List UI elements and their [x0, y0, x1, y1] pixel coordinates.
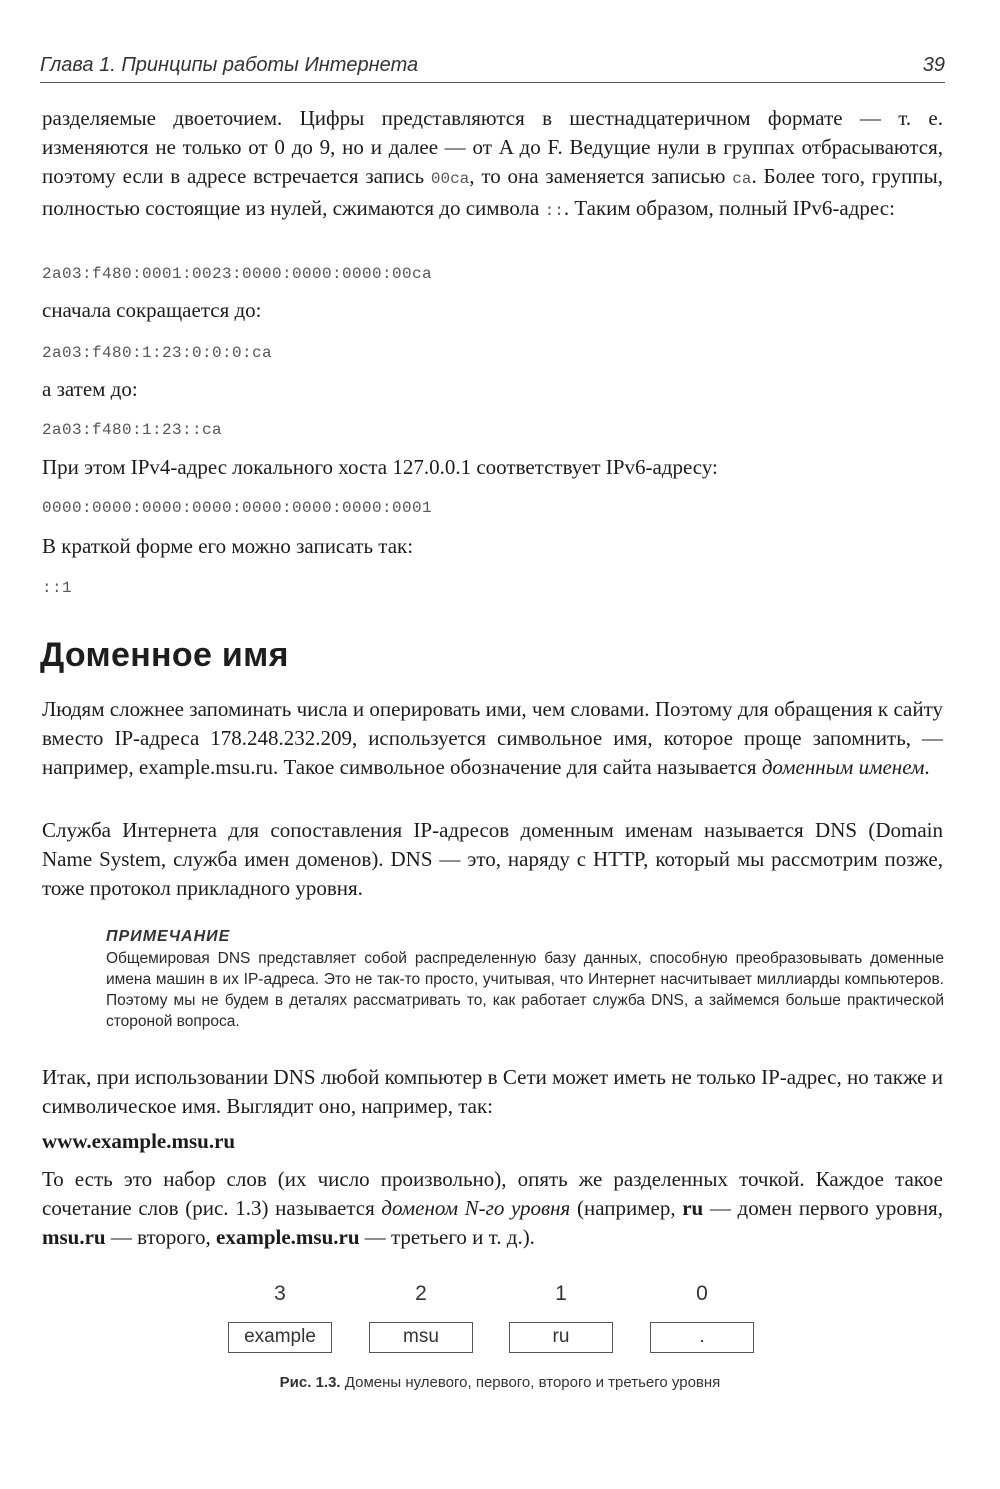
intro-paragraph: разделяемые двоеточием. Цифры представляются в шестнадцатеричном формате — т. е. изменяются не только от 0 до 9, но и далее — от A до F. Ведущие нули в группах отбрасываются, поэтому если в адресе встречается запись 00ca, то она заменяется записью ca. Более того, группы, полностью состоящие из нулей, сжимаются до символа ::. Таким образом, полный IPv6-адрес:: [42, 106, 943, 220]
paragraph-localhost: При этом IPv4-адрес локального хоста 127.0.0.1 соответствует IPv6-адресу:: [42, 455, 718, 479]
domain-box: .: [650, 1322, 754, 1353]
code-localhost-short: ::1: [42, 579, 73, 597]
domain-box: msu: [369, 1322, 473, 1353]
inline-code: ca: [732, 170, 752, 188]
term-domain-name: доменным именем: [761, 755, 925, 779]
note-box: [106, 928, 944, 1032]
chapter-title: Глава 1. Принципы работы Интернета: [40, 54, 419, 76]
paragraph-shortened: сначала сокращается до:: [42, 298, 262, 322]
note-body: Общемировая DNS представляет собой распределенную базу данных, способную преобразовывать доменные имена машин в их IP-адреса. Это не так-то просто, учитывая, что Интернет насчитывает миллиарды компьютеров. Поэтому мы не будем в деталях рассматривать то, как работает служба DNS, а займемся больше практической стороной вопроса.: [106, 950, 944, 1030]
example-domain: www.example.msu.ru: [42, 1129, 236, 1153]
domain-box: ru: [509, 1322, 613, 1353]
inline-code: 00ca: [430, 170, 470, 188]
paragraph-short-form: В краткой форме его можно записать так:: [42, 534, 414, 558]
note-title: ПРИМЕЧАНИЕ: [106, 928, 231, 945]
figure-caption: Рис. 1.3. Домены нулевого, первого, второго и третьего уровня: [279, 1374, 721, 1391]
section-heading: Доменное имя: [40, 636, 289, 674]
paragraph-symbolic-name: Итак, при использовании DNS любой компьютер в Сети может иметь не только IP-адрес, но также и символическое имя. Выглядит оно, например, так:: [42, 1065, 943, 1118]
paragraph-domain-intro: Людям сложнее запоминать числа и оперировать ими, чем словами. Поэтому для обращения к сайту вместо IP-адреса 178.248.232.209, используется символьное имя, которое проще запомнить, — например, example.msu.ru. Такое символьное обозначение для сайта называется доменным именем.: [42, 697, 943, 779]
code-short-ipv6-1: 2a03:f480:1:23:0:0:0:ca: [42, 344, 273, 362]
code-short-ipv6-2: 2a03:f480:1:23::ca: [42, 421, 223, 439]
domain-box: example: [228, 1322, 332, 1353]
level-label: 3: [274, 1282, 286, 1305]
paragraph-dns: Служба Интернета для сопоставления IP-адресов доменным именам называется DNS (Domain Name System, служба имен доменов). DNS — это, наряду с HTTP, который мы рассмотрим позже, тоже протокол прикладного уровня.: [42, 818, 943, 900]
page-number: 39: [922, 54, 945, 76]
paragraph-then: а затем до:: [42, 377, 138, 401]
level-label: 2: [415, 1282, 427, 1305]
code-localhost-ipv6: 0000:0000:0000:0000:0000:0000:0000:0001: [42, 499, 433, 517]
level-label: 0: [696, 1282, 708, 1305]
inline-code: ::: [544, 202, 564, 220]
term-domain-level: доменом N-го уровня: [381, 1196, 571, 1220]
level-label: 1: [555, 1282, 567, 1305]
running-head: [40, 52, 945, 83]
paragraph-domain-levels: То есть это набор слов (их число произвольно), опять же разделенных точкой. Каждое такое сочетание слов (рис. 1.3) называется доменом N-го уровня (например, ru — домен первого уровня, msu.ru — второго, example.msu.ru — третьего и т. д.).: [42, 1167, 943, 1249]
code-full-ipv6: 2a03:f480:0001:0023:0000:0000:0000:00ca: [42, 265, 433, 283]
